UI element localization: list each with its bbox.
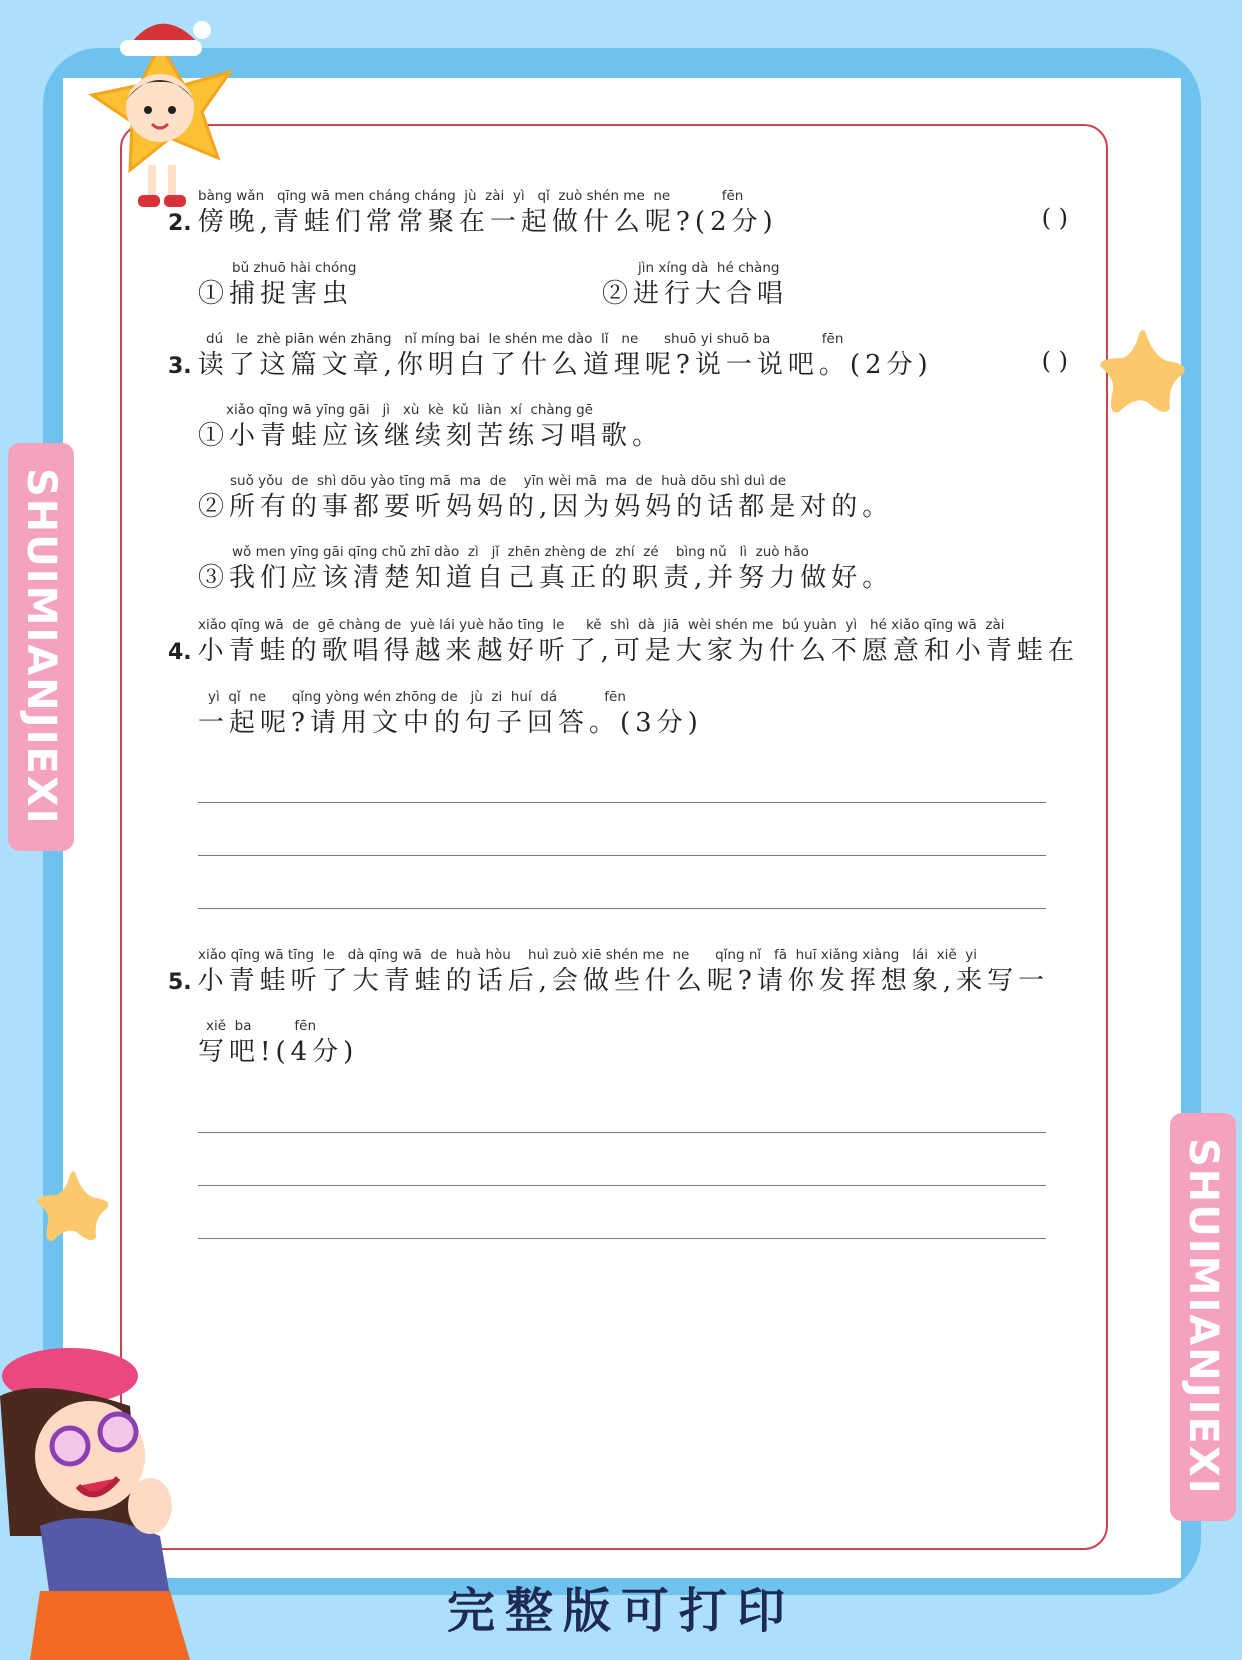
- question-4-pinyin-line-2: yì qǐ ne qǐng yòng wén zhōng de jù zi huí dá fēn: [208, 689, 626, 705]
- question-3-number: 3.: [168, 354, 192, 379]
- question-3-answer-bracket[interactable]: ( ): [1041, 347, 1068, 375]
- question-3-pinyin: dú le zhè piān wén zhāng nǐ míng bai le shén me dào lǐ ne shuō yi shuō ba fēn: [206, 331, 844, 347]
- option-text: ②进行大合唱: [602, 279, 789, 309]
- option-text: ③我们应该清楚知道自己真正的职责,并努力做好。: [198, 563, 894, 593]
- footer-caption: 完整版可打印: [446, 1583, 795, 1639]
- question-4: [168, 617, 1079, 671]
- option-pinyin: wǒ men yīng gāi qīng chǔ zhī dào zì jǐ zhēn zhèng de zhí zé bìng nǔ lì zuò hǎo: [232, 544, 809, 560]
- answer-line[interactable]: [198, 855, 1046, 856]
- option-pinyin: xiǎo qīng wā yīng gāi jì xù kè kǔ liàn xí chàng gē: [226, 402, 593, 418]
- star-decoration-right: [1095, 326, 1195, 421]
- question-3-text: 读了这篇文章,你明白了什么道理呢?说一说吧。(2分): [197, 350, 933, 380]
- question-3-option-3: [198, 544, 893, 596]
- question-5: [168, 947, 1068, 1001]
- question-3-option-1: [198, 402, 663, 454]
- question-4-number: 4.: [168, 640, 192, 665]
- question-4-text-line-2: 一起呢?请用文中的句子回答。(3分): [198, 708, 703, 738]
- question-2-option-1: [198, 260, 356, 312]
- side-tab-left: [8, 443, 74, 851]
- option-pinyin: jìn xíng dà hé chàng: [638, 260, 780, 276]
- question-3-option-2: [198, 473, 893, 525]
- question-2-answer-bracket[interactable]: ( ): [1041, 204, 1068, 232]
- question-4-pinyin-line-1: xiǎo qīng wā de gē chàng de yuè lái yuè hǎo tīng le kě shì dà jiā wèi shén me bú yuàn yì hé xiǎo qīng wā zài: [198, 617, 1005, 633]
- question-2-text: 傍晚,青蛙们常常聚在一起做什么呢?(2分): [197, 207, 778, 237]
- side-tab-label: SHUIMIANJIEXI: [1180, 1138, 1226, 1496]
- option-text: ①小青蛙应该继续刻苦练习唱歌。: [198, 421, 664, 451]
- option-pinyin: bǔ zhuō hài chóng: [232, 260, 357, 276]
- side-tab-label: SHUIMIANJIEXI: [18, 468, 64, 826]
- question-4-text-line-1: 小青蛙的歌唱得越来越好听了,可是大家为什么不愿意和小青蛙在: [197, 636, 1079, 666]
- question-5-pinyin-line-2: xiě ba fēn: [206, 1018, 316, 1034]
- question-5-number: 5.: [168, 970, 192, 995]
- answer-line[interactable]: [198, 1185, 1046, 1186]
- question-5-line-2: [198, 1018, 358, 1070]
- question-4-line-2: [198, 689, 703, 741]
- answer-line[interactable]: [198, 1132, 1046, 1133]
- side-tab-right: [1170, 1113, 1236, 1521]
- option-pinyin: suǒ yǒu de shì dōu yào tīng mā ma de yīn wèi mā ma de huà dōu shì duì de: [230, 473, 787, 489]
- question-2-number: 2.: [168, 211, 192, 236]
- option-text: ②所有的事都要听妈妈的,因为妈妈的话都是对的。: [198, 492, 894, 522]
- question-3: [168, 331, 1068, 385]
- question-5-pinyin-line-1: xiǎo qīng wā tīng le dà qīng wā de huà hòu huì zuò xiē shén me ne qǐng nǐ fā huī xiǎng xiàng lái xiě yi: [198, 947, 977, 963]
- answer-line[interactable]: [198, 1238, 1046, 1239]
- question-2-pinyin: bàng wǎn qīng wā men cháng cháng jù zài yì qǐ zuò shén me ne fēn: [198, 188, 744, 204]
- question-2: [168, 188, 1068, 242]
- question-2-option-2: [602, 260, 788, 312]
- answer-line[interactable]: [198, 802, 1046, 803]
- option-text: ①捕捉害虫: [198, 279, 354, 309]
- star-decoration-left: [32, 1168, 118, 1248]
- answer-line[interactable]: [198, 908, 1046, 909]
- question-5-text-line-1: 小青蛙听了大青蛙的话后,会做些什么呢?请你发挥想象,来写一: [197, 966, 1050, 996]
- question-5-text-line-2: 写吧!(4分): [198, 1037, 359, 1067]
